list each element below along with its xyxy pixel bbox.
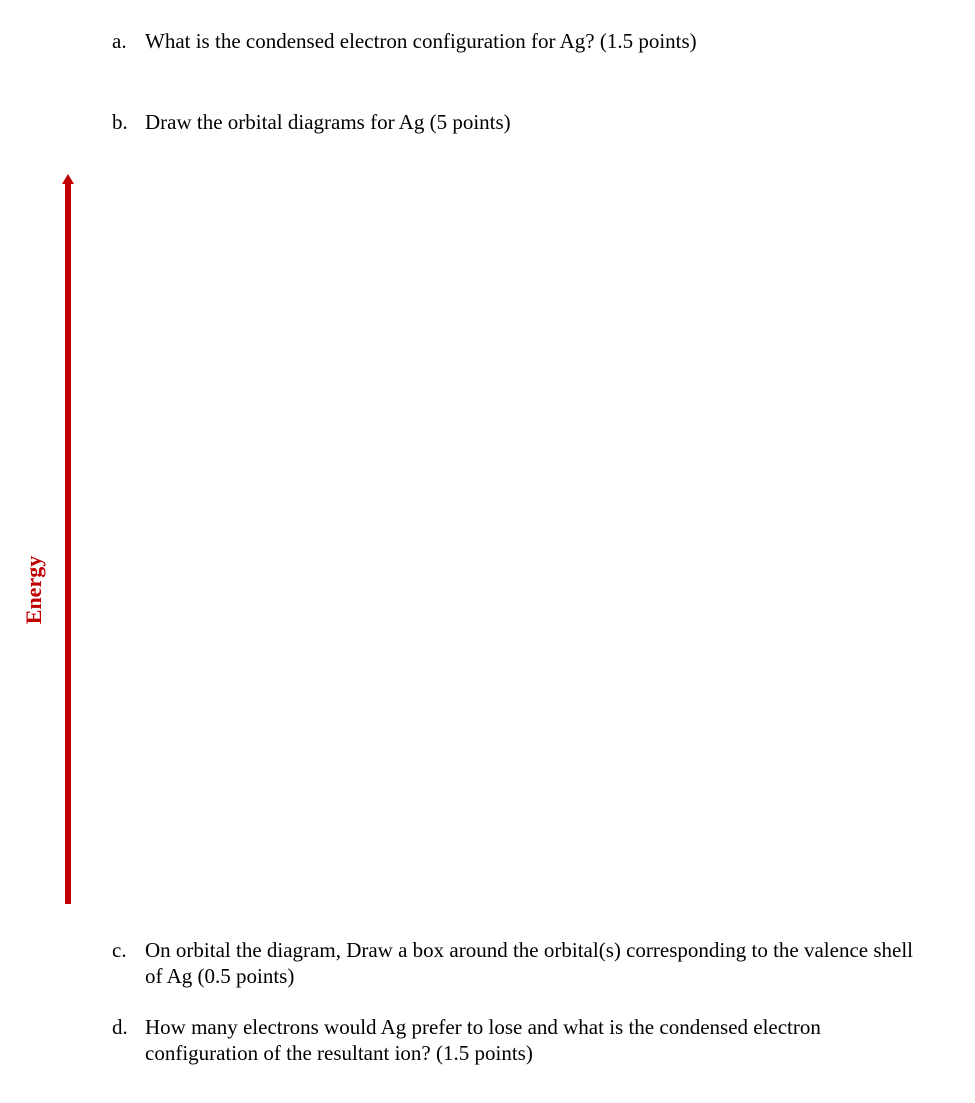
- question-c: [112, 937, 932, 989]
- question-a: [112, 28, 932, 54]
- question-d-letter: d.: [112, 1015, 128, 1039]
- energy-axis-label: Energy: [21, 555, 46, 625]
- question-b: [112, 109, 932, 135]
- question-d: [112, 1014, 932, 1066]
- question-b-text: Draw the orbital diagrams for Ag (5 points): [145, 110, 511, 134]
- question-c-text: On orbital the diagram, Draw a box around the orbital(s) corresponding to the valence shell of Ag (0.5 points): [145, 938, 914, 988]
- question-d-text: How many electrons would Ag prefer to lose and what is the condensed electron configuration of the resultant ion? (1.5 points): [145, 1015, 821, 1065]
- energy-arrow-shaft: [65, 182, 71, 904]
- question-a-letter: a.: [112, 29, 127, 53]
- question-a-text: What is the condensed electron configuration for Ag? (1.5 points): [145, 29, 697, 53]
- energy-arrow-icon: [58, 172, 78, 906]
- question-c-letter: c.: [112, 938, 127, 962]
- question-b-letter: b.: [112, 110, 128, 134]
